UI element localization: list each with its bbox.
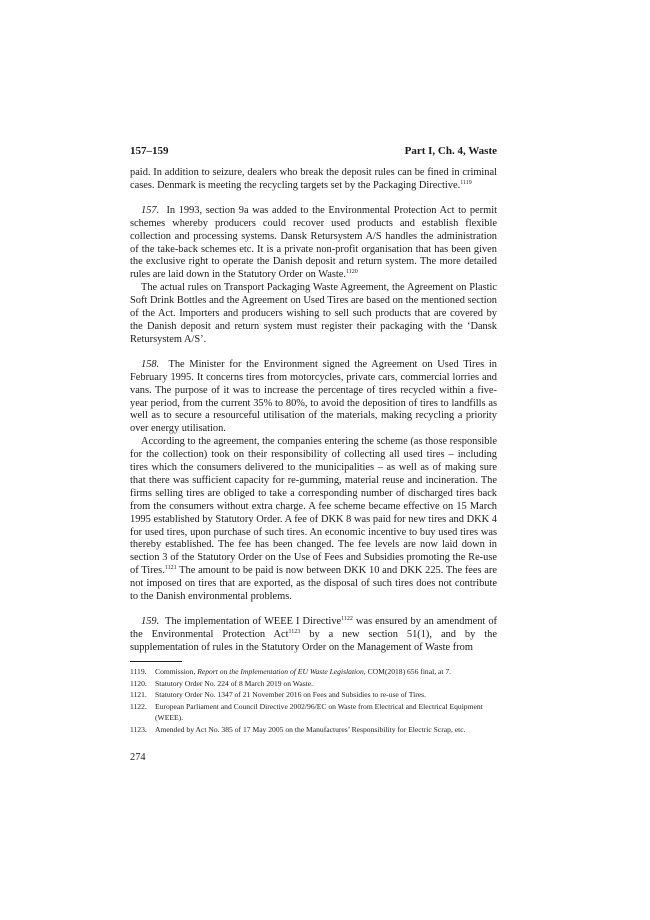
running-header — [130, 145, 497, 161]
chapter-title: Part I, Ch. 4, Waste — [404, 145, 497, 157]
section-range: 157–159 — [130, 145, 169, 157]
footnote-number: 1119. — [130, 667, 147, 676]
paragraph-158: 158. The Minister for the Environment signed the Agreement on Used Tires in February 1995. It concerns tires from motorcycles, private cars, commercial lorries and vans. The purpose of it was to increase the percentage of tires recycled within a five-year period, from the current 35% to 80%, to avoid the deposition of tires to landfills as well as to secure a resourceful utilisation of the materials, making recycling a priority over energy utilisation. — [130, 358, 497, 435]
footnote-number: 1121. — [130, 690, 147, 699]
paragraph-continuation: paid. In addition to seizure, dealers who break the deposit rules can be fined in criminal cases. Denmark is meeting the recycling targets set by the Packaging Directive.$^{1119}$ — [130, 167, 497, 191]
paragraph-157: 157. In 1993, section 9a was added to the Environmental Protection Act to permit schemes whereby producers could recover used products and establish flexible collection and processing systems. Dansk Retursystem A/S handles the administration of the take-back schemes etc. It is a private non-profit organisation that has been given the exclusive right to operate the Danish deposit and return system. The more detailed rules are laid down in the Statutory Order on Waste.$^{1120}$ — [130, 204, 497, 281]
footnotes — [130, 666, 497, 735]
footnote-divider — [130, 661, 182, 662]
footnote-ref-1120[interactable]: 1120 — [345, 269, 358, 276]
footnote-ref-1122[interactable]: 1122 — [341, 616, 353, 622]
footnote-ref-1121[interactable]: 1121 — [164, 565, 177, 572]
body-text — [130, 167, 497, 655]
report-title: Report on the Implementation of EU Waste Legislation — [197, 667, 364, 676]
paragraph-number: 157. — [141, 204, 160, 216]
footnote-number: 1122. — [130, 701, 147, 711]
paragraph-159: 159. The implementation of WEEE I Directive$^{1122}$ was ensured by an amendment of the Environmental Protection Act$^{1123}$ by a new section 51(1), and by the supplementation of rules in the Statutory Order on the Management of Waste from — [130, 616, 497, 653]
footnote-ref-1119[interactable]: 1119 — [460, 179, 472, 186]
page-number: 274 — [130, 752, 146, 763]
paragraph-158-continued: According to the agreement, the companies entering the scheme (as those responsible for the collection) took on their responsibility of collecting all used tires – including tires which the consumers delivered to the municipalities – as well as of making sure that there was sufficient capacity for re-gumming, material reuse and incineration. The firms selling tires are obliged to take a corresponding number of discharged tires back from the consumers without extra charge. A fee scheme became effective on 15 March 1995 established by Statutory Order. A fee of DKK 8 was paid for new tires and DKK 4 for used tires, upon purchase of such tires. An economic incentive to buy used tires was thereby established. The fee has been changed. The fee levels are now laid down in section 3 of the Statutory Order on the Use of Fees and Subsidies promoting the Re-use of Tires.$^{1121}$ The amount to be paid is now between DKK 10 and DKK 225. The fees are not imposed on tires that are exported, as the disposal of such tires does not contribute to the Danish environmental problems. — [130, 436, 497, 603]
footnote-number: 1120. — [130, 678, 147, 688]
footnote-item: 1123. Amended by Act No. 385 of 17 May 2005 on the Manufactures’ Responsibility for Electric Scrap, etc. — [130, 724, 466, 734]
footnote-item: 1121. Statutory Order No. 1347 of 21 November 2016 on Fees and Subsidies to re-use of Tires. — [130, 690, 427, 699]
footnote-number: 1123. — [130, 724, 147, 734]
paragraph-number: 158. — [141, 358, 160, 370]
footnote-item: 1120. Statutory Order No. 224 of 8 March 2019 on Waste. — [130, 678, 314, 688]
footnote-ref-1123[interactable]: 1123 — [288, 628, 301, 635]
paragraph-157-continued: The actual rules on Transport Packaging Waste Agreement, the Agreement on Plastic Soft Drink Bottles and the Agreement on Used Tires are based on the mentioned section of the Act. Importers and producers wishing to sell such products that are covered by the Danish deposit and return system must register their packaging with the ‘Dansk Retursystem A/S’. — [130, 282, 497, 345]
paragraph-number: 159. — [141, 616, 160, 627]
footnote-item: 1119. Commission, Report on the Implementation of EU Waste Legislation, COM(2018) 656 final, at 7. — [130, 667, 452, 676]
footnote-item: 1122. European Parliament and Council Directive 2002/96/EC on Waste from Electrical and Electrical Equipment (WEEE). — [130, 701, 483, 722]
